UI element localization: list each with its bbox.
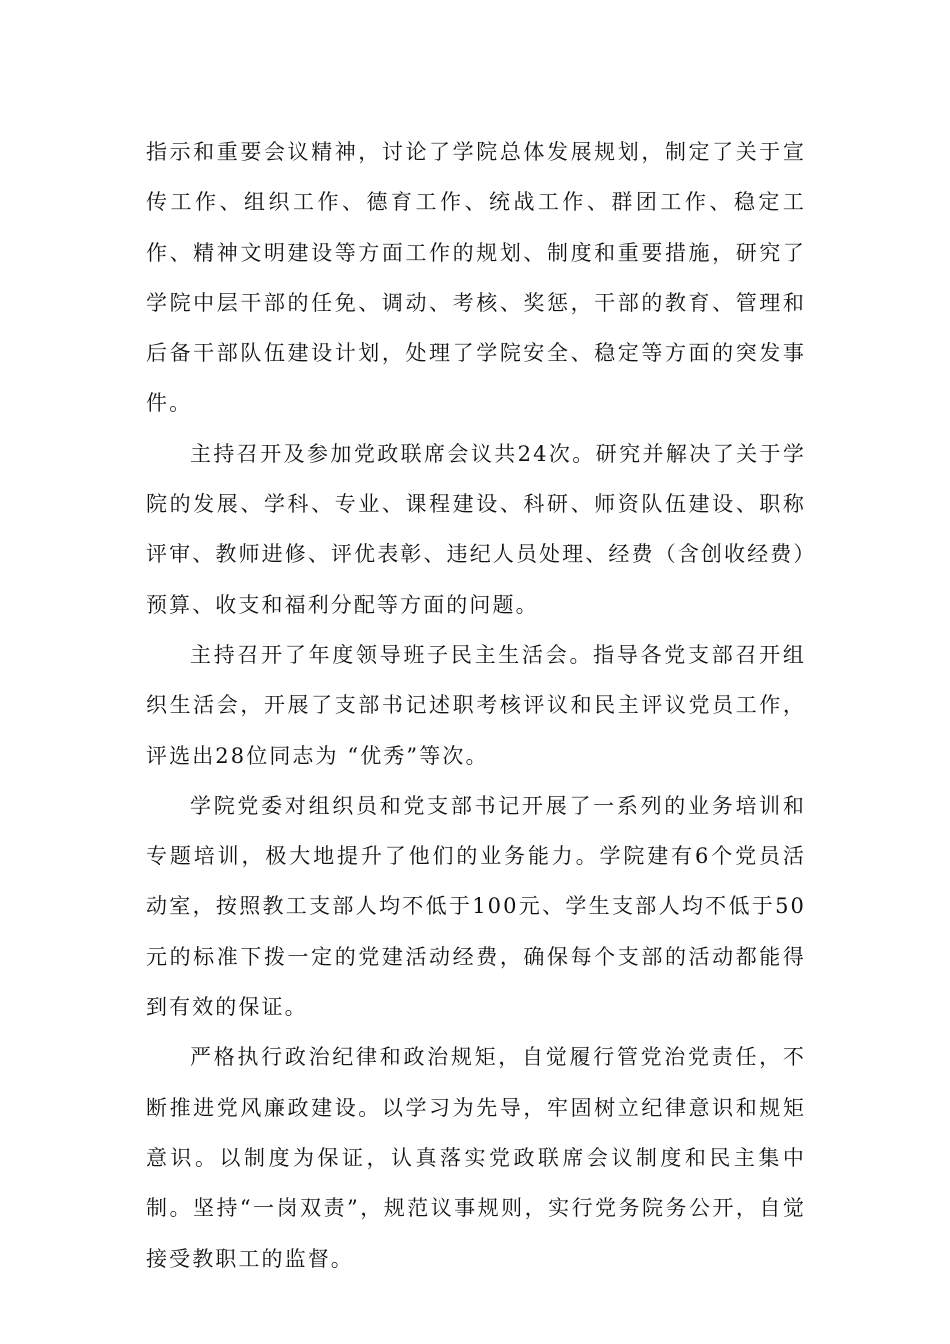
paragraph-decisions: 指示和重要会议精神，讨论了学院总体发展规划，制定了关于宣传工作、组织工作、德育工作、统战工作、群团工作、稳定工作、精神文明建设等方面工作的规划、制度和重要措施，研究了学院中层干部的任免、调动、考核、奖惩，干部的教育、管理和后备干部队伍建设计划，处理了学院安全、稳定等方面的突发事件。 [146,140,806,416]
document-body [146,127,806,1284]
paragraph-discipline: 严格执行政治纪律和政治规矩，自觉履行管党治党责任，不断推进党风廉政建设。以学习为先导，牢固树立纪律意识和规矩意识。以制度为保证，认真落实党政联席会议制度和民主集中制。坚持“一岗双责”，规范议事规则，实行党务院务公开，自觉接受教职工的监督。 [146,1045,806,1271]
paragraph-joint-meetings: 主持召开及参加党政联席会议共24次。研究并解决了关于学院的发展、学科、专业、课程建设、科研、师资队伍建设、职称评审、教师进修、评优表彰、违纪人员处理、经费（含创收经费）预算、收支和福利分配等方面的问题。 [146,441,806,617]
paragraph-democratic-life: 主持召开了年度领导班子民主生活会。指导各党支部召开组织生活会，开展了支部书记述职考核评议和民主评议党员工作，评选出28位同志为 “优秀”等次。 [146,642,806,768]
paragraph-training: 学院党委对组织员和党支部书记开展了一系列的业务培训和专题培训，极大地提升了他们的业务能力。学院建有6个党员活动室，按照教工支部人均不低于100元、学生支部人均不低于50元的标准下拨一定的党建活动经费，确保每个支部的活动都能得到有效的保证。 [146,793,806,1020]
